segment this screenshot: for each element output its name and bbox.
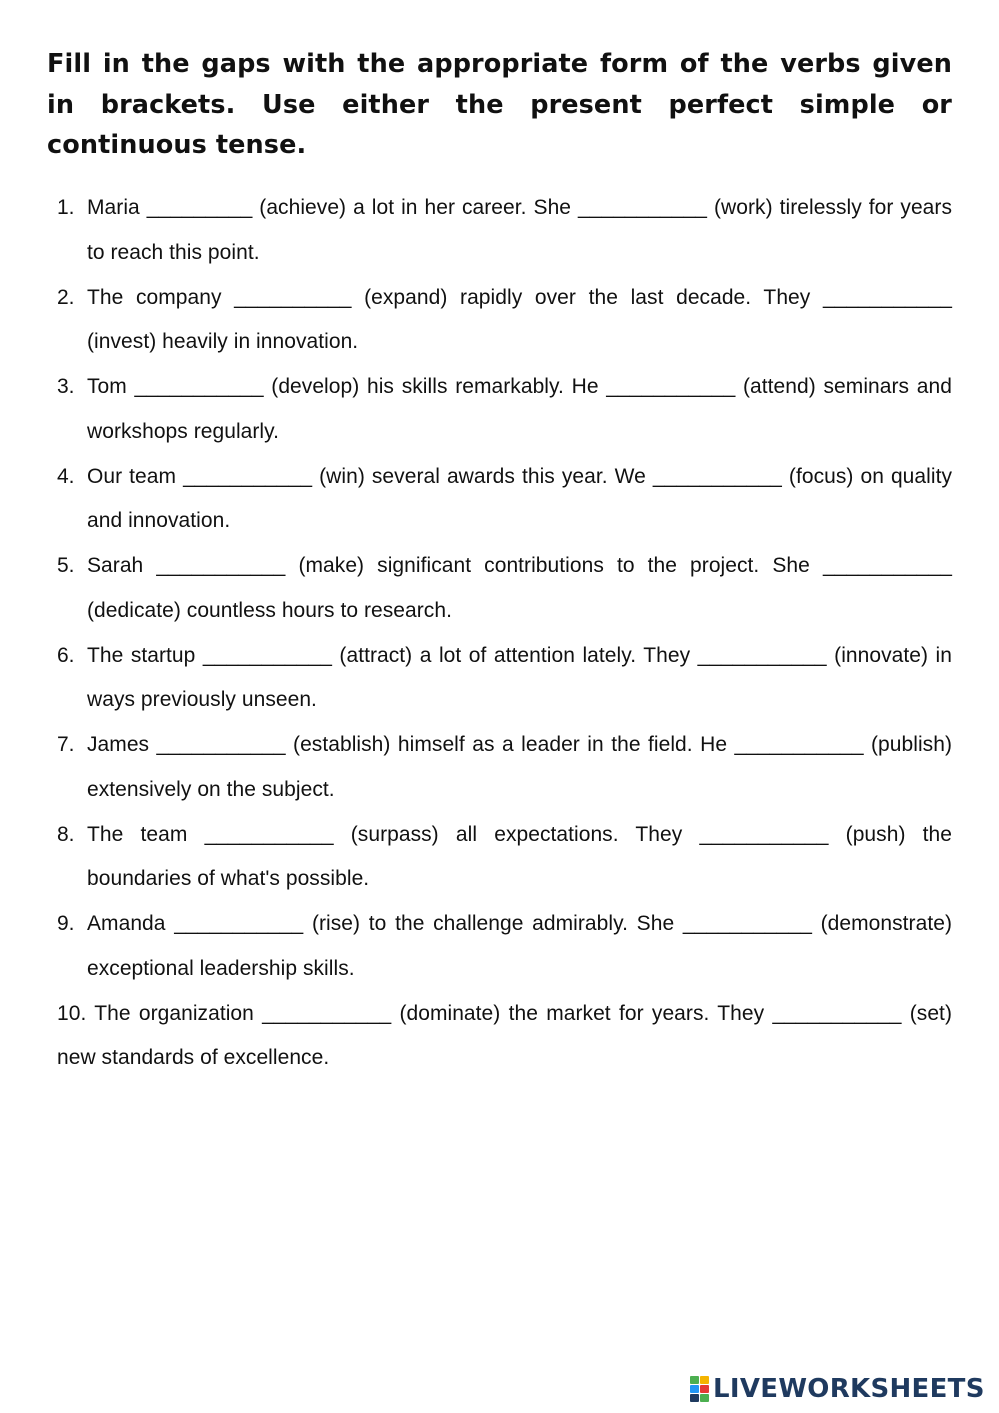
item-number: 1.	[57, 196, 75, 219]
exercise-item	[0, 902, 999, 992]
item-text: Our team ___________ (win) several awards this year. We ___________ (focus) on quality and innovation.	[87, 464, 952, 533]
item-number: 3.	[57, 375, 75, 398]
item-number: 4.	[57, 464, 75, 488]
logo-text: LIVEWORKSHEETS	[713, 1374, 985, 1404]
item-number: 2.	[57, 285, 75, 309]
exercise-item	[0, 276, 999, 366]
item-text: Sarah ___________ (make) significant contributions to the project. She ___________ (dedicate) countless hours to research.	[87, 554, 952, 622]
liveworksheets-logo	[690, 1372, 985, 1406]
exercise-item	[0, 365, 999, 455]
item-text: The company __________ (expand) rapidly over the last decade. They ___________ (invest) heavily in innovation.	[87, 285, 952, 354]
item-text: The team ___________ (surpass) all expectations. They ___________ (push) the boundaries of what's possible.	[87, 822, 952, 891]
item-number: 10.	[57, 1001, 87, 1025]
worksheet-instructions: Fill in the gaps with the appropriate form of the verbs given in brackets. Use either the present perfect simple or continuous tense.	[47, 49, 952, 160]
item-text: The organization ___________ (dominate) the market for years. They ___________ (set) new standards of excellence.	[57, 1001, 952, 1070]
item-text: Maria _________ (achieve) a lot in her career. She ___________ (work) tirelessly for years to reach this point.	[87, 196, 952, 264]
exercise-item	[0, 992, 999, 1082]
item-text-with-number	[57, 992, 952, 1082]
item-text: Amanda ___________ (rise) to the challenge admirably. She ___________ (demonstrate) exceptional leadership skills.	[87, 912, 952, 980]
item-number: 6.	[57, 643, 75, 667]
item-number: 8.	[57, 822, 75, 846]
exercise-item	[0, 544, 999, 634]
item-number: 9.	[57, 912, 75, 935]
exercise-item	[0, 813, 999, 903]
item-text: James ___________ (establish) himself as a leader in the field. He ___________ (publish) extensively on the subject.	[87, 733, 952, 801]
item-text: The startup ___________ (attract) a lot of attention lately. They ___________ (innovate) in ways previously unseen.	[87, 643, 952, 712]
item-number: 7.	[57, 733, 75, 756]
exercise-list	[0, 186, 999, 1081]
exercise-item	[0, 186, 999, 276]
exercise-item	[0, 634, 999, 724]
exercise-item	[0, 455, 999, 545]
exercise-item	[0, 723, 999, 813]
item-text: Tom ___________ (develop) his skills remarkably. He ___________ (attend) seminars and workshops regularly.	[87, 375, 952, 443]
item-number: 5.	[57, 554, 75, 577]
liveworksheets-logo-icon	[690, 1376, 710, 1402]
